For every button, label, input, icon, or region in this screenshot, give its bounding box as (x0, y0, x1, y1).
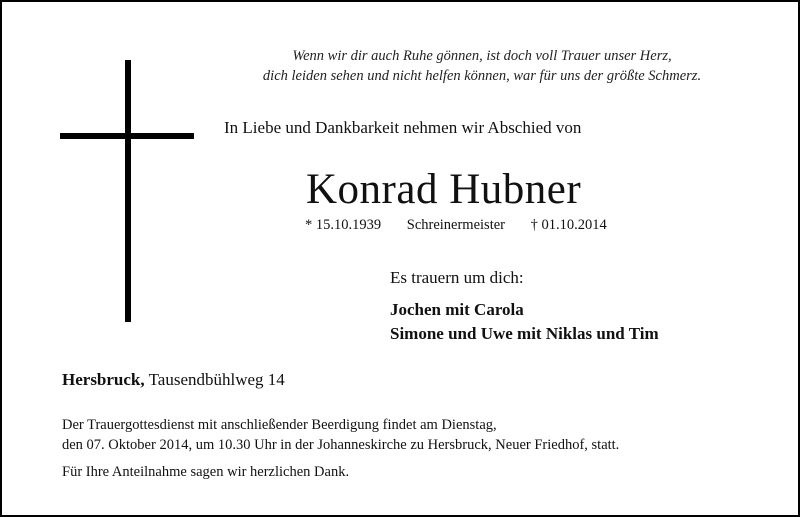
address-street: Tausendbühlweg 14 (148, 370, 285, 389)
mourners-list (390, 298, 659, 346)
birth-date: * 15.10.1939 (305, 217, 382, 233)
service-line: den 07. Oktober 2014, um 10.30 Uhr in der Johanneskirche zu Hersbruck, Neuer Friedhof, statt. (62, 437, 620, 453)
mourner-entry: Simone und Uwe mit Niklas und Tim (390, 324, 659, 343)
profession: Schreinermeister (406, 217, 505, 233)
quote-line: dich leiden sehen und nicht helfen können, war für uns der größte Schmerz. (262, 68, 702, 84)
death-date: † 01.10.2014 (530, 217, 607, 233)
thanks-note: Für Ihre Anteilnahme sagen wir herzlichen Dank. (62, 464, 350, 480)
cross-vertical-bar (125, 60, 131, 322)
quote-line: Wenn wir dir auch Ruhe gönnen, ist doch voll Trauer unser Herz, (292, 48, 672, 64)
service-line: Der Trauergottesdienst mit anschließender Beerdigung findet am Dienstag, (62, 417, 497, 433)
farewell-intro: In Liebe und Dankbarkeit nehmen wir Abschied von (224, 118, 582, 137)
family-address (62, 370, 285, 390)
memorial-quote (232, 46, 732, 86)
mourners-heading: Es trauern um dich: (390, 268, 524, 287)
address-city: Hersbruck, (62, 370, 145, 389)
deceased-name: Konrad Hubner (306, 166, 582, 213)
life-details (305, 217, 607, 234)
cross-horizontal-bar (60, 133, 194, 139)
mourner-entry: Jochen mit Carola (390, 300, 524, 319)
funeral-service-notice (62, 415, 619, 455)
